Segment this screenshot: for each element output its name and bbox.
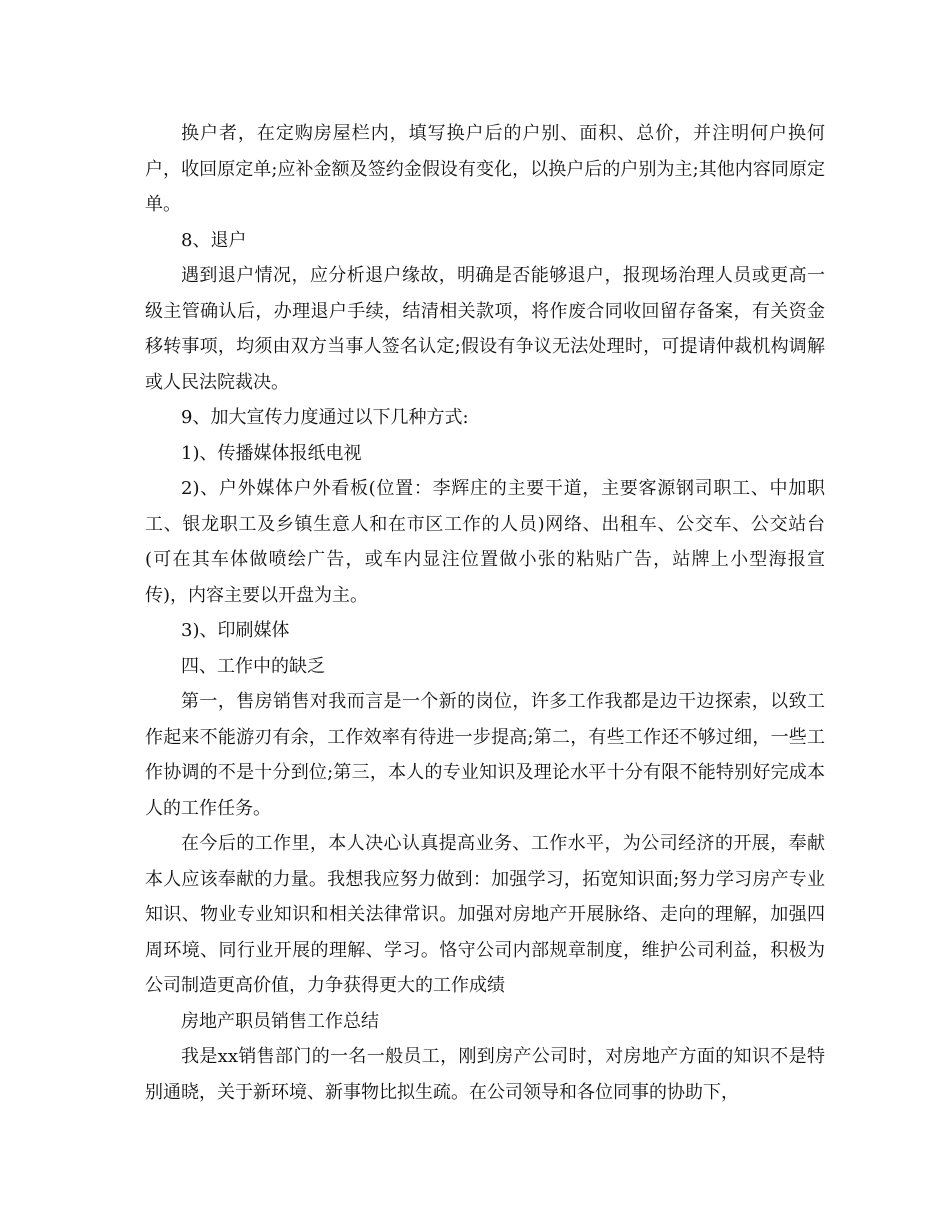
list-item-print-media: 3)、印刷媒体 (181, 620, 290, 641)
heading-shortcomings: 四、工作中的缺乏 (181, 655, 325, 677)
section-title-summary: 房地产职员销售工作总结 (181, 1010, 379, 1032)
paragraph-refund: 遇到退户情况，应分析退户缘故，明确是否能够退户，报现场治理人员或更高一级主管确认后，办理退户手续，结清相关款项，将作废合同收回留存备案，有关资金移转事项，均须由双方当事人签名认定;假设有争议无法处理时，可提请仲裁机构调解或人民法院裁决。 (145, 265, 825, 393)
paragraph-exchange-unit: 换户者，在定购房屋栏内，填写换户后的户别、面积、总价，并注明何户换何户，收回原定单;应补金额及签约金假设有变化，以换户后的户别为主;其他内容同原定单。 (145, 123, 825, 215)
list-item-outdoor-media: 2)、户外媒体户外看板(位置：李辉庄的主要干道，主要客源钢司职工、中加职工、银龙职工及乡镇生意人和在市区工作的人员)网络、出租车、公交车、公交站台(可在其车体做喷绘广告，或车内显注位置做小张的粘贴广告，站牌上小型海报宣传)，内容主要以开盘为主。 (145, 478, 825, 606)
paragraph-introduction: 我是xx销售部门的一名一般员工，刚到房产公司时，对房地产方面的知识不是特别通晓，关于新环境、新事物比拟生疏。在公司领导和各位同事的协助下， (145, 1046, 825, 1103)
paragraph-shortcomings: 第一，售房销售对我而言是一个新的岗位，许多工作我都是边干边探索，以致工作起来不能游刃有余，工作效率有待进一步提高;第二，有些工作还不够过细，一些工作协调的不是十分到位;第三，本人的专业知识及理论水平十分有限不能特别好完成本人的工作任务。 (145, 691, 825, 819)
paragraph-future-plan: 在今后的工作里，本人决心认真提高业务、工作水平，为公司经济的开展，奉献本人应该奉献的力量。我想我应努力做到：加强学习，拓宽知识面;努力学习房产专业知识、物业专业知识和相关法律常识。加强对房地产开展脉络、走向的理解，加强四周环境、同行业开展的理解、学习。恪守公司内部规章制度，维护公司利益，积极为公司制造更高价值，力争获得更大的工作成绩 (145, 833, 825, 996)
heading-publicity: 9、加大宣传力度通过以下几种方式: (181, 407, 469, 428)
document-body (145, 116, 825, 1110)
heading-refund: 8、退户 (181, 229, 247, 251)
list-item-broadcast-media: 1)、传播媒体报纸电视 (181, 442, 362, 464)
